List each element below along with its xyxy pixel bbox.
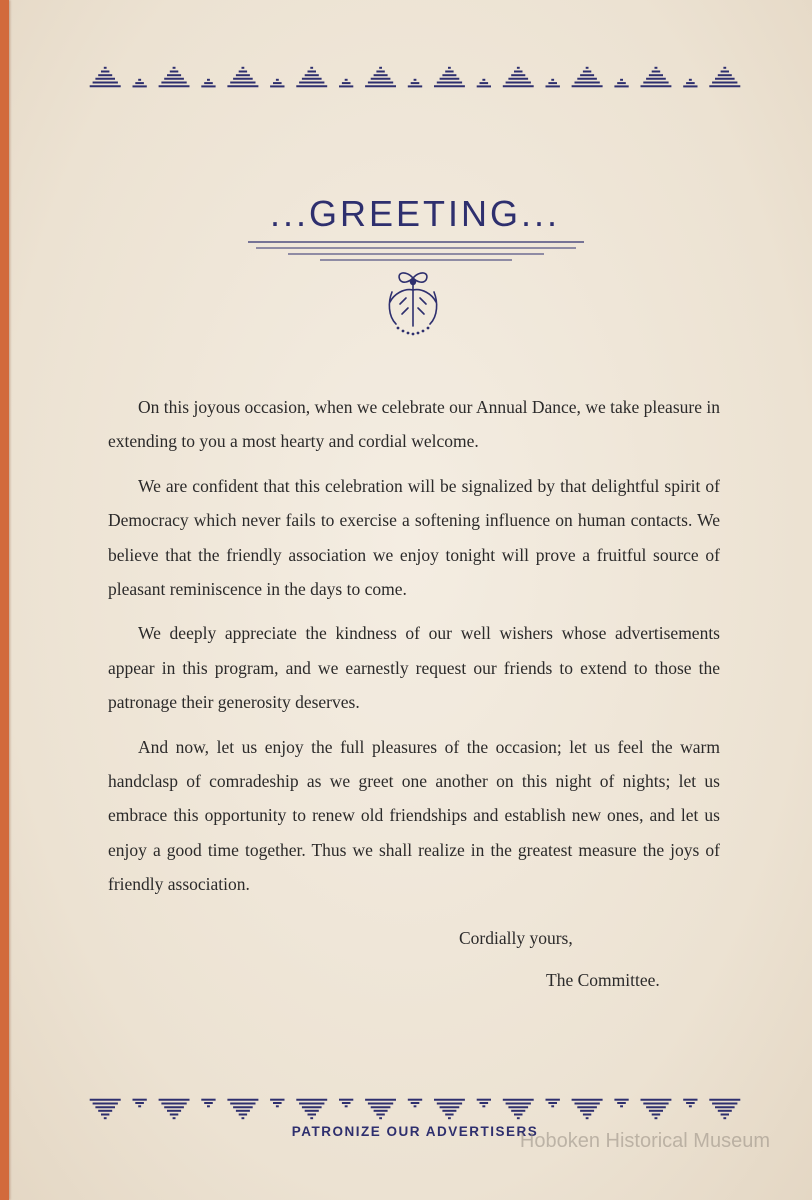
- binding-edge: [0, 0, 9, 1200]
- bottom-decorative-border: [88, 1098, 742, 1124]
- paragraph-2: We are confident that this celebration will be signalized by that delightful spirit of Democracy which never fails to exercise a softening influence on human contacts. We believe that the friendly association we enjoy tonight will prove a fruitful source of pleasant reminiscence in the days to come.: [108, 475, 720, 600]
- signature: The Committee.: [546, 970, 660, 990]
- paragraph-1: On this joyous occasion, when we celebrate our Annual Dance, we take pleasure in extending to you a most hearty and cordial welcome.: [108, 397, 720, 452]
- greeting-body: [108, 390, 720, 912]
- top-decorative-border: [88, 66, 742, 90]
- paragraph-3: We deeply appreciate the kindness of our well wishers whose advertisements appear in this program, and we earnestly request our friends to extend to those the patronage their generosity deserves.: [108, 623, 720, 713]
- footer-slogan: PATRONIZE OUR ADVERTISERS: [291, 1124, 539, 1139]
- bell-ornament-icon: [378, 268, 448, 340]
- museum-watermark: Hoboken Historical Museum: [519, 1130, 770, 1152]
- page-title: ...GREETING...: [269, 193, 561, 234]
- title-underline-rules: [248, 240, 584, 262]
- paragraph-4: And now, let us enjoy the full pleasures of the occasion; let us feel the warm handclasp of comradeship as we greet one another on this night of nights; let us embrace this opportunity to renew old friendships and establish new ones, and let us enjoy a good time together. Thus we shall realize in the greatest measure the joys of friendly association.: [108, 736, 720, 895]
- closing-line: Cordially yours,: [459, 928, 573, 948]
